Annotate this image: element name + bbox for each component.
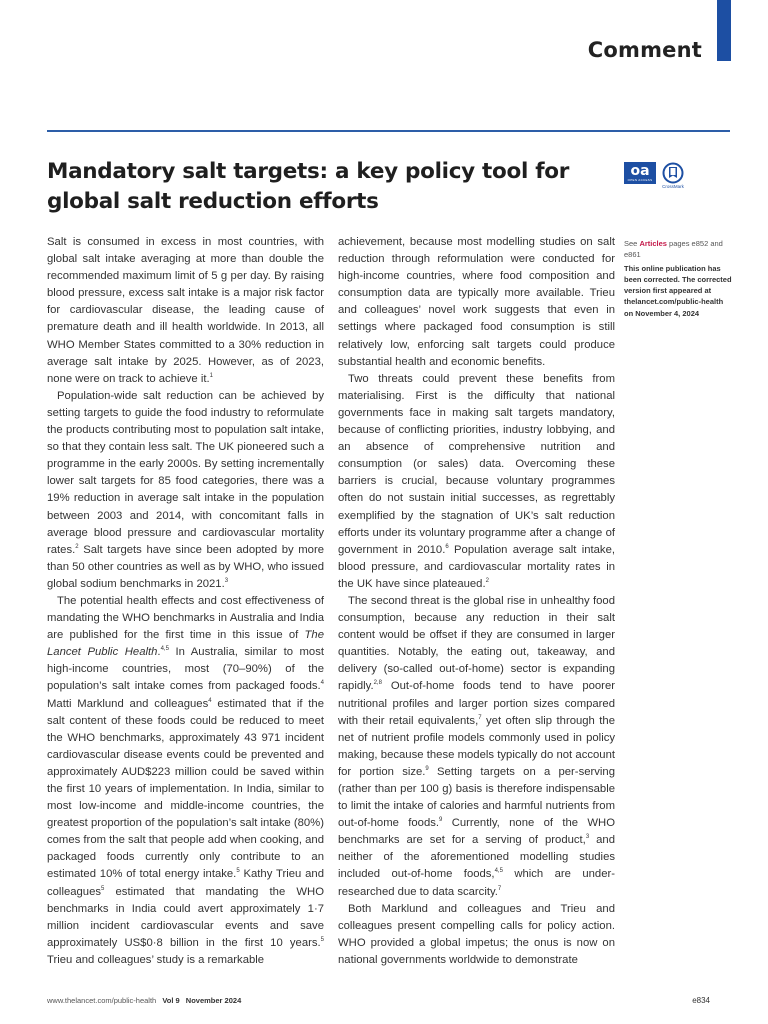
journal-name: The Lancet Public Health bbox=[47, 629, 324, 659]
paragraph: The potential health effects and cost effectiveness of mandating the WHO benchmarks in Australia and India are published for the first time in this issue of The Lancet Public Health.$^{4,5}$ In Australia, similar to most high-income countries, most (70–90%) of the population’s salt intake comes from packaged foods.$^4$ Matti Marklund and colleagues$^4$ estimated that if the salt content of these foods could be reduced to meet the WHO benchmarks, approximately 43 971 incident cardiovascular disease events could be prevented and approximately AUD$223 million could be saved within the first 10 years of implementation. In India, similar to most low-income and middle-income countries, the greatest proportion of the population’s salt intake (80%) comes from the salt that people add when cooking, and packaged foods currently only contribute to an estimated 10% of total energy intake.$^5$ Kathy Trieu and colleagues$^5$ estimated that mandating the WHO benchmarks in India could avert approximately 1·7 million incident cardiovascular events and save approximately US$0·8 billion in the first 10 years.$^5$ Trieu and colleagues’ study is a remarkable bbox=[47, 594, 324, 966]
articles-link[interactable]: Articles bbox=[639, 239, 667, 248]
correction-note: This online publication has been corrected. The corrected version first appeared at thelancet.com/public-health on November 4, 2024 bbox=[624, 263, 732, 318]
open-access-icon[interactable] bbox=[624, 162, 656, 184]
paragraph: Salt is consumed in excess in most countries, with global salt intake averaging at more than double the recommended maximum limit of 5 g per day. By raising blood pressure, excess salt intake is a major risk factor for cardiovascular disease, the leading cause of premature death and ill health worldwide. In 2013, all WHO Member States committed to a 30% reduction in average salt intake by 2025. However, as of 2023, none were on track to achieve it.$^1$ bbox=[47, 236, 324, 385]
open-access-text: oa bbox=[630, 162, 650, 179]
volume: Vol 9 bbox=[162, 996, 180, 1005]
paragraph: The second threat is the global rise in unhealthy food consumption, because any reduction in their salt content would be offset if they are consumed in larger quantities. Notably, the eating out, takeaway, and delivery (so-called out-of-home) sector is expanding rapidly.$^{2,8}$ Out-of-home foods tend to have poorer nutritional profiles and larger portion sizes compared with their retail equivalents,$^7$ yet often slip through the net of nutrient profile models commonly used in policy making, because these models typically do not account for portion size.$^9$ Setting targets on a per-serving (rather than per 100 g) basis is therefore indispensable to limit the intake of calories and harmful nutrients from out-of-home foods.$^9$ Currently, none of the WHO benchmarks are set for a serving of product,$^3$ and neither of the aforementioned modelling studies included out-of-home foods,$^{4,5}$ which are under-researched due to data scarcity.$^7$ bbox=[338, 594, 616, 898]
header-divider bbox=[47, 130, 730, 132]
open-access-subtext: OPEN ACCESS bbox=[627, 177, 653, 182]
article-title: Mandatory salt targets: a key policy tool for global salt reduction efforts bbox=[47, 159, 570, 214]
badges bbox=[624, 162, 684, 190]
paragraph: achievement, because most modelling studies on salt reduction through reformulation were conducted for high-income countries, where food composition and consumption data are typically more available. Trieu and colleagues’ novel work suggests that even in settings where packaged food consumption is still relatively low, enforcing salt targets could produce substantial health and economic benefits. bbox=[338, 236, 615, 368]
page-number: e834 bbox=[692, 996, 710, 1005]
see-also: See Articles pages e852 and e861 bbox=[624, 239, 723, 260]
crossmark-icon[interactable] bbox=[662, 162, 684, 190]
paragraph: Both Marklund and colleagues and Trieu and colleagues present compelling calls for policy action. WHO provided a global impetus; the onus is now on national governments worldwide to demonstrate bbox=[338, 902, 615, 966]
paragraph: Population-wide salt reduction can be achieved by setting targets to guide the food industry to reformulate the products contributing most to population salt intake, so that they contain less salt. The UK pioneered such a programme in the early 2000s. By setting incrementally lower salt targets for 85 food categories, there was a 19% reduction in average salt intake in the population between 2003 and 2014, with concomitant falls in average blood pressure and cardiovascular mortality rates.$^2$ Salt targets have since been adopted by more than 50 other countries as well as by WHO, who issued global sodium benchmarks in 2021.$^3$ bbox=[47, 389, 324, 590]
section-accent-bar bbox=[717, 0, 731, 61]
paragraph: Two threats could prevent these benefits from materialising. First is the difficulty that national governments face in making salt targets mandatory, because of conflicting priorities, industry lobbying, and an absence of comprehensive nutrition and consumption (or sales) data. Overcoming these barriers is crucial, because voluntary programmes often do not sustain initial successes, as regrettably exemplified by the stagnation of UK’s salt reduction efforts under its voluntary programme after a change of government in 2010.$^6$ Population average salt intake, blood pressure, and cardiovascular mortality rates in the UK have since plateaued.$^2$ bbox=[338, 372, 615, 590]
body-column-1 bbox=[47, 234, 324, 969]
margin-note bbox=[624, 238, 734, 319]
section-label: Comment bbox=[587, 38, 702, 62]
footer-citation bbox=[47, 996, 241, 1005]
crossmark-label: CrossMark bbox=[662, 184, 684, 189]
journal-url[interactable]: www.thelancet.com/public-health bbox=[47, 996, 157, 1005]
body-column-2 bbox=[338, 234, 615, 969]
crossmark-glyph-icon bbox=[662, 162, 684, 184]
issue-date: November 2024 bbox=[185, 996, 242, 1005]
